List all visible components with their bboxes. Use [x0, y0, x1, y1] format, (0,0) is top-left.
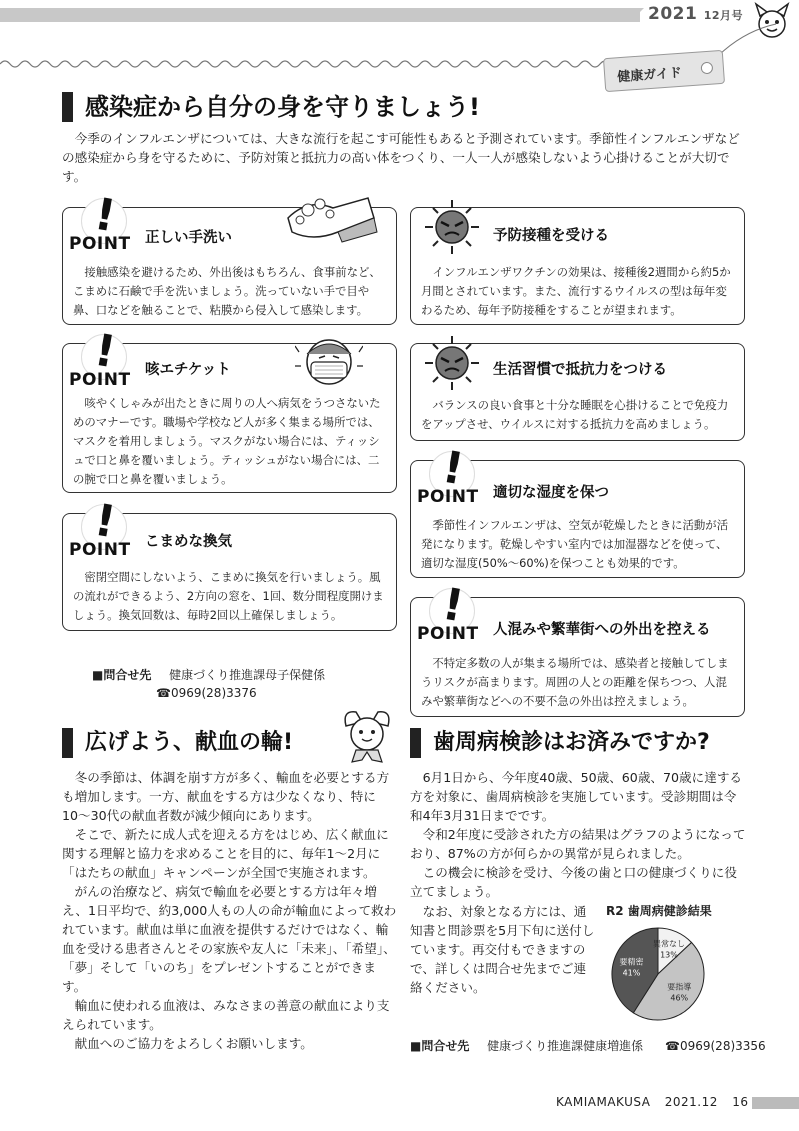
- box-title: 予防接種を受ける: [493, 228, 609, 244]
- top-bar-slant: [630, 8, 644, 22]
- dental-body: [410, 768, 746, 901]
- pie-label-1: 要指導: [667, 982, 692, 992]
- box-text: 接触感染を避けるため、外出後はもちろん、食事前など、こまめに石鹸で手を洗いましょう。洗っていない手で目や鼻、口などを触ることで、粘膜から侵入して感染します。: [73, 265, 381, 317]
- blood-paragraph: 輸血に使われる血液は、みなさまの善意の献血により支えられています。: [62, 998, 390, 1032]
- box-vaccine: [410, 207, 745, 325]
- point-label: POINT: [417, 487, 479, 507]
- blood-title: 広げよう、献血の輪!: [62, 728, 293, 758]
- box-title: 正しい手洗い: [145, 230, 232, 246]
- box-lifestyle: [410, 343, 745, 441]
- blood-body: [62, 768, 397, 1053]
- box-title: 咳エチケット: [145, 362, 231, 378]
- box-text: 咳やくしゃみが出たときに周りの人へ病気をうつさないためのマナーです。職場や学校など人が多く集まる場所では、マスクを着用しましょう。マスクがない場合には、ティッシュで口と鼻を覆いましょう。ティッシュがない場合には、二の腕で口と鼻を覆いましょう。: [73, 396, 381, 486]
- exclamation-icon: !: [438, 578, 468, 633]
- box-humidity: [410, 441, 745, 578]
- point-badge: [69, 324, 133, 394]
- main-title: 感染症から自分の身を守りましょう!: [62, 92, 480, 122]
- footer-issue: 2021.12: [664, 1095, 718, 1109]
- dental-paragraph: 令和2年度に受診された方の結果はグラフのようになっており、87%の方が何らかの異常が見られました。: [410, 827, 746, 861]
- exclamation-icon: !: [90, 324, 120, 379]
- footer-bar: [752, 1097, 799, 1109]
- point-label: POINT: [417, 624, 479, 644]
- blood-paragraph: 冬の季節は、体調を崩す方が多く、輸血を必要とする方も増加します。一方、献血をする方は少なくなり、特に10〜30代の献血者数が減少傾向にあります。: [62, 770, 390, 823]
- page-number: 16: [732, 1095, 749, 1109]
- top-band: [0, 0, 799, 40]
- wavy-divider: [0, 58, 640, 70]
- contact-health: [410, 1037, 766, 1054]
- section-tag: [603, 50, 725, 92]
- box-handwash: [62, 188, 397, 325]
- dental-pie-chart: [606, 918, 746, 1028]
- exclamation-icon: !: [90, 494, 120, 549]
- dental-side-paragraph: なお、対象となる方には、通知書と問診票を5月下旬に送付しています。再交付もできますので、詳しくは問合せ先までご連絡ください。: [410, 904, 595, 995]
- virus-sun-icon: [425, 200, 479, 254]
- dental-paragraph: この機会に検診を受け、今後の歯と口の健康づくりに役立てましょう。: [410, 865, 737, 899]
- pie-value-2: 41%: [622, 968, 641, 978]
- point-badge: [417, 441, 481, 511]
- intro-text: 今季のインフルエンザについては、大きな流行を起こす可能性もあると予測されています。季節性インフルエンザなどの感染症から身を守るために、予防対策と抵抗力の高い体をつくり、一人一人が感染しないよう心掛けることが大切です。: [62, 131, 740, 184]
- virus-sun-icon: [425, 336, 479, 390]
- point-badge: [417, 578, 481, 648]
- blood-mascot-icon: [340, 706, 394, 766]
- issue-label: [648, 4, 743, 24]
- box-crowds: [410, 578, 745, 717]
- contact-dept: 健康づくり推進課健康増進係: [487, 1039, 644, 1053]
- pie-value-1: 46%: [670, 993, 689, 1003]
- blood-paragraph: 献血へのご協力をよろしくお願いします。: [74, 1036, 313, 1051]
- blood-paragraph: がんの治療など、病気で輸血を必要とする方は年々増え、1日平均で、約3,000人もの人の命が輸血によって救われています。献血は単に血液を提供するだけではなく、輸血を受ける患者さんとその家族や友人に「未来」、「希望」、「夢」そして「いのち」をプレゼントすることができます。: [62, 884, 397, 994]
- top-gray-bar: [0, 8, 640, 22]
- box-title: こまめな換気: [145, 534, 232, 550]
- box-text: 密閉空間にしないよう、こまめに換気を行いましょう。風の流れができるよう、2方向の窓を、1回、数分間程度開けましょう。換気回数は、毎時2回以上確保しましょう。: [73, 570, 384, 622]
- box-title: 人混みや繁華街への外出を控える: [493, 622, 711, 638]
- footer-magazine: KAMIAMAKUSA: [556, 1095, 651, 1109]
- section-tag-label: 健康ガイド: [616, 65, 683, 86]
- box-title: 適切な湿度を保つ: [493, 485, 609, 501]
- box-text: 季節性インフルエンザは、空気が乾燥したときに活動が活発になります。乾燥しやすい室内では加湿器などを使って、適切な湿度(50%〜60%)を保つことも効果的です。: [421, 518, 729, 570]
- dental-title: 歯周病検診はお済みですか?: [410, 728, 710, 758]
- contact-phone: ☎0969(28)3356: [665, 1039, 766, 1053]
- pie-label-0: 異常なし: [652, 939, 685, 949]
- box-ventilation: [62, 494, 397, 631]
- box-cough: [62, 324, 397, 493]
- dental-paragraph: 6月1日から、今年度40歳、50歳、60歳、70歳に達する方を対象に、歯周病検診を実施しています。受診期間は令和4年3月31日までです。: [410, 770, 743, 823]
- box-title: 生活習慣で抵抗力をつける: [493, 362, 667, 378]
- handwash-icon: [278, 188, 378, 246]
- chart-title: R2 歯周病健診結果: [606, 904, 712, 918]
- exclamation-icon: !: [438, 441, 468, 496]
- contact-label: ■問合せ先: [92, 668, 152, 682]
- footer: [556, 1095, 748, 1109]
- point-label: POINT: [69, 540, 131, 560]
- box-text: バランスの良い食事と十分な睡眠を心掛けることで免疫力をアップさせ、ウイルスに対する抵抗力を高めましょう。: [421, 398, 729, 431]
- contact-label: ■問合せ先: [410, 1039, 470, 1053]
- tag-hole-icon: [700, 62, 713, 75]
- box-text: 不特定多数の人が集まる場所では、感染者と接触してしまうリスクが高まります。周囲の人との距離を保ちつつ、人混みや繁華街などへの不要不急の外出は控えましょう。: [421, 656, 729, 708]
- masked-face-icon: [295, 332, 363, 388]
- blood-paragraph: そこで、新たに成人式を迎える方をはじめ、広く献血に関する理解と協力を求めることを目的に、毎年1〜2月に「はたちの献血」キャンペーンが全国で実施されます。: [62, 827, 389, 880]
- contact-phone: ☎0969(28)3376: [156, 686, 257, 700]
- pie-label-2: 要精密: [619, 957, 644, 967]
- contact-maternal: [92, 666, 325, 683]
- issue-year: 2021: [648, 4, 698, 24]
- issue-month: 12月号: [703, 9, 744, 22]
- dental-side-text: [410, 902, 596, 997]
- point-badge: [69, 188, 133, 258]
- pie-value-0: 13%: [660, 950, 678, 960]
- box-text: インフルエンザワクチンの効果は、接種後2週間から約5か月間とされています。また、流行するウイルスの型は毎年変わるため、毎年予防接種をすることが望まれます。: [421, 265, 731, 317]
- contact-dept: 健康づくり推進課母子保健係: [169, 668, 326, 682]
- point-label: POINT: [69, 370, 131, 390]
- point-badge: [69, 494, 133, 564]
- point-label: POINT: [69, 234, 131, 254]
- exclamation-icon: !: [90, 188, 120, 243]
